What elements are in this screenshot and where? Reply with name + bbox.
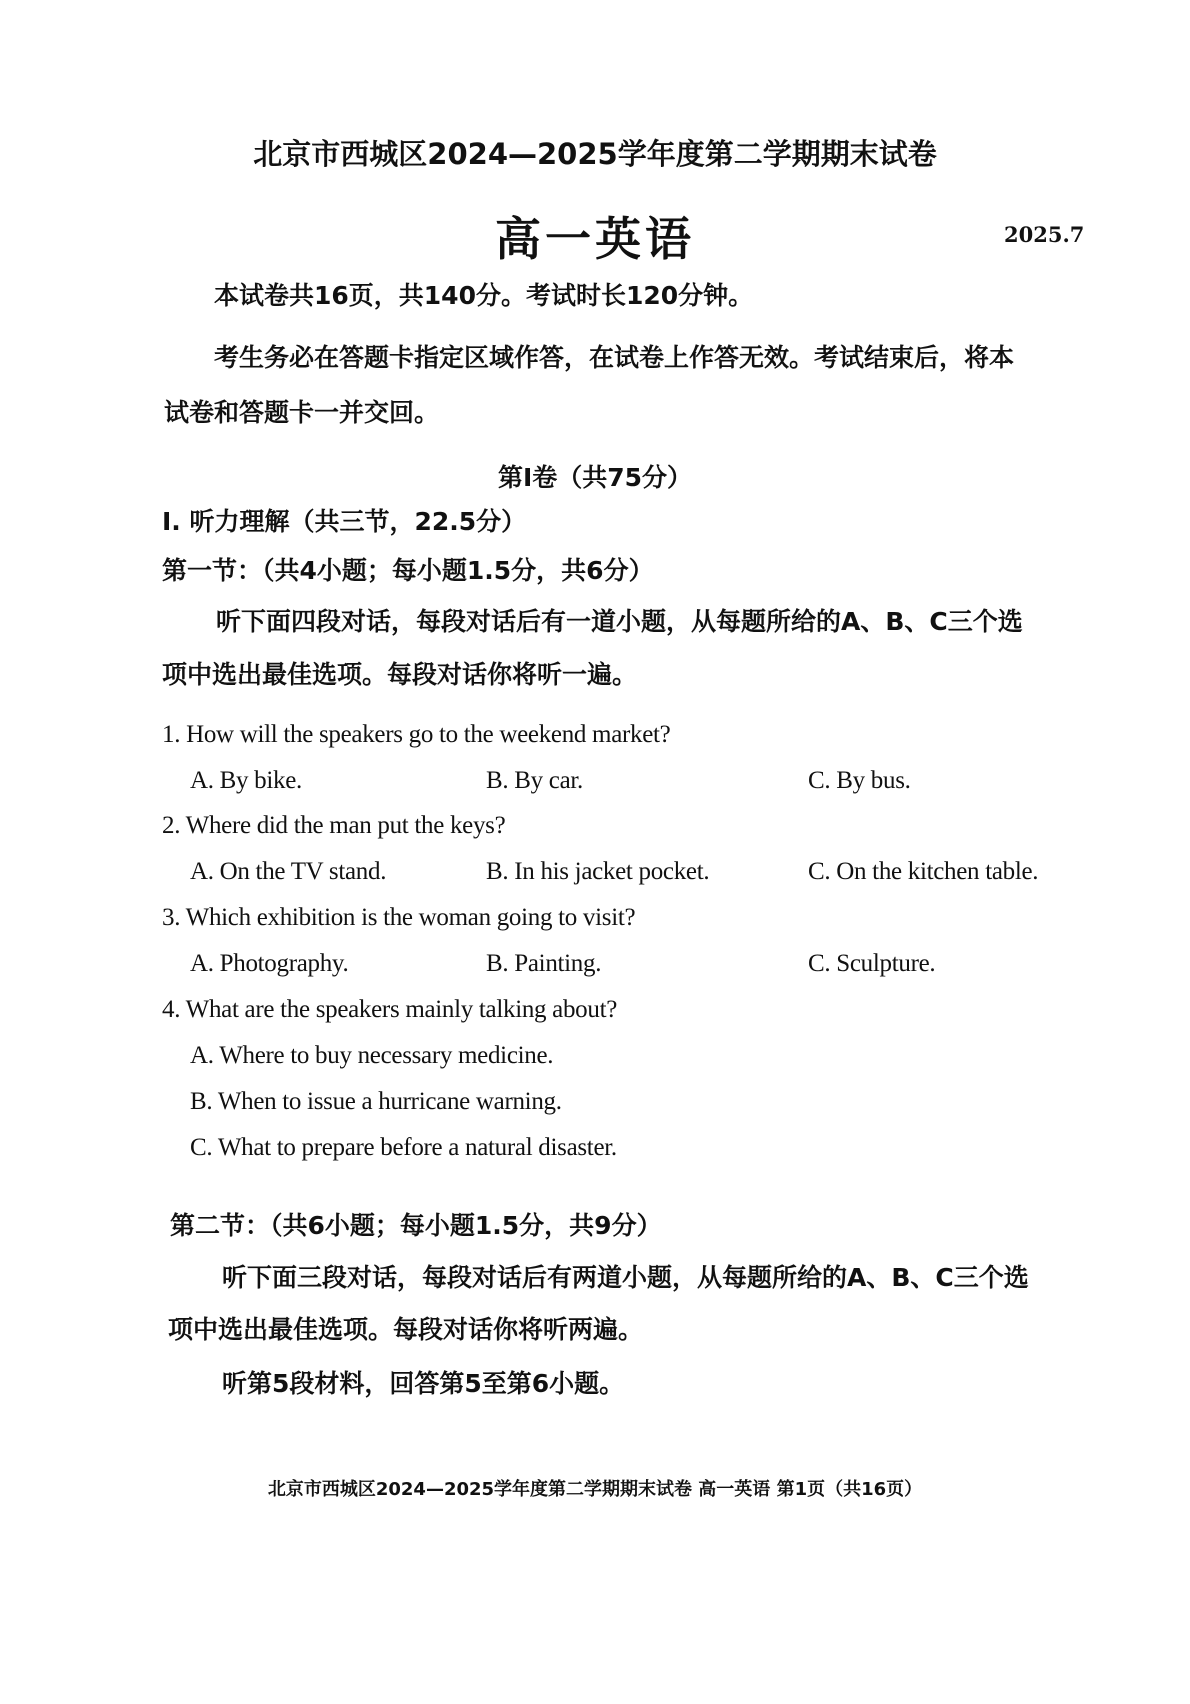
question-2-stem: 2. Where did the man put the keys? <box>162 812 506 839</box>
part-title: 第Ⅰ卷（共75分） <box>497 463 693 492</box>
question-2-option-a: A. On the TV stand. <box>190 858 387 885</box>
page-footer: 北京市西城区2024—2025学年度第二学期期末试卷 高一英语 第1页（共16页） <box>267 1479 923 1500</box>
instruction-line-2a: 考生务必在答题卡指定区域作答，在试卷上作答无效。考试结束后，将本 <box>214 343 1015 372</box>
exam-title: 北京市西城区2024—2025学年度第二学期期末试卷 <box>253 137 937 171</box>
question-3-option-c: C. Sculpture. <box>808 950 936 977</box>
subject-title: 高一英语 <box>495 212 695 266</box>
question-1-option-c: C. By bus. <box>808 767 911 794</box>
sub-section-2-desc-a: 听下面三段对话，每段对话后有两道小题，从每题所给的A、B、C三个选 <box>222 1263 1029 1292</box>
sub-section-1-title: 第一节：（共4小题；每小题1.5分，共6分） <box>162 556 654 585</box>
question-4-stem: 4. What are the speakers mainly talking about? <box>162 996 618 1023</box>
question-1-option-a: A. By bike. <box>190 767 302 794</box>
question-3-option-a: A. Photography. <box>190 950 349 977</box>
question-2-option-c: C. On the kitchen table. <box>808 858 1039 885</box>
sub-section-1-desc-a: 听下面四段对话，每段对话后有一道小题，从每题所给的A、B、C三个选 <box>216 607 1023 636</box>
question-1-option-b: B. By car. <box>486 767 583 794</box>
sub-section-1-desc-b: 项中选出最佳选项。每段对话你将听一遍。 <box>162 660 638 689</box>
sub-section-2-desc-b: 项中选出最佳选项。每段对话你将听两遍。 <box>168 1315 644 1344</box>
instruction-line-2b: 试卷和答题卡一并交回。 <box>164 398 440 427</box>
question-4-option-b: B. When to issue a hurricane warning. <box>190 1088 562 1115</box>
question-2-option-b: B. In his jacket pocket. <box>486 858 710 885</box>
sub-section-2-title: 第二节：（共6小题；每小题1.5分，共9分） <box>170 1211 662 1240</box>
instruction-line-1: 本试卷共16页，共140分。考试时长120分钟。 <box>214 281 754 310</box>
section-title: I. 听力理解（共三节，22.5分） <box>162 507 527 536</box>
exam-date: 2025.7 <box>1004 222 1085 247</box>
question-3-stem: 3. Which exhibition is the woman going to visit? <box>162 904 636 931</box>
sub-section-2-desc-c: 听第5段材料，回答第5至第6小题。 <box>222 1369 625 1398</box>
question-3-option-b: B. Painting. <box>486 950 602 977</box>
question-4-option-c: C. What to prepare before a natural disaster. <box>190 1134 617 1161</box>
question-4-option-a: A. Where to buy necessary medicine. <box>190 1042 554 1069</box>
question-1-stem: 1. How will the speakers go to the weekend market? <box>162 721 671 748</box>
